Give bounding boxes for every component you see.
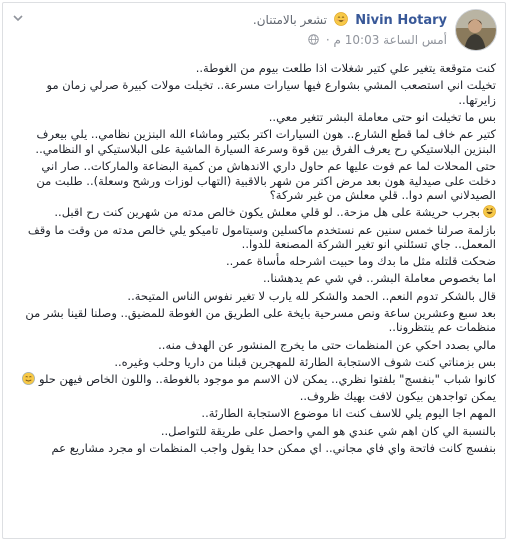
post-header [11,9,497,55]
post-paragraph: كتير عم خاف لما قطع الشارع.. هون السيارات اكتر بكتير وماشاء الله البنزين نظامي.. يلي بيعرف البنزين البلاستيكي رح يعرف الفرق بين قوة وسرعة السيارة الماشية على البلاستيكي او النظامي.. [35,127,496,156]
laughing-face-icon [483,205,496,218]
post-paragraph-laugh [12,205,496,220]
post-paragraph: بس بزمناتي كنت شوف الاستجابة الطارئة للمهجرين قبلنا من داريا وحلب وغيره.. [114,354,496,369]
post-paragraph: المهم اجا اليوم يلي للاسف كنت انا موضوع الاستجابة الطارئة.. [201,406,496,421]
chevron-down-icon[interactable] [11,11,25,25]
feeling-text: تشعر بالامتنان. [252,13,327,27]
author-avatar[interactable] [455,9,497,51]
author-name[interactable]: Nivin Hotary [355,13,447,28]
smiling-face-icon [22,372,35,385]
post-body [12,61,496,538]
post-paragraph: بازلمة صرلنا خمس سنين عم نستخدم ماكسلين وسيتامول تاميكو يلي خالص مدته من وقت ما وقف المعمل.. جاي تسئلني انو تغير الشركة المصنعة للدوا.. [27,222,496,252]
facebook-post [2,2,506,539]
post-paragraph: تخيلت اني استصعب المشي بشوارع فيها سيارات مسرعة.. تخيلت مولات كبيرة صرلي زمان مو زايرتها.. [46,78,496,107]
post-paragraph: بس ما تخيلت انو حتى معاملة البشر تتغير معي.. [268,109,496,124]
post-paragraph: ضحكت قلتله مثل ما بدك وما حبيت اشرحله مأساة عمر.. [225,254,496,269]
post-paragraph: كانوا شباب "بنفسج" بلفتوا نظري.. يمكن لان الاسم مو موجود بالغوطة.. واللون الخاص فيهن حلو [39,372,496,386]
post-paragraph: بعد سبع وعشرين ساعة ونص مسرحية بايخة على الطريق من الغوطة للمضيق.. وصلنا لقينا بشر من منظمات عم ينتظرونا.. [25,305,496,335]
avatar-photo [455,10,496,51]
post-timestamp[interactable]: أمس الساعة 10:03 م · [325,33,447,47]
post-paragraph: بنفسج كانت فاتحة واي فاي مجاني.. اي ممكن حدا يقول واجب المنظمات او مجرد مشاريع عم [51,440,496,455]
post-paragraph: كنت متوقعة يتغير علي كتير شغلات اذا طلعت بيوم من الغوطة.. [195,61,496,75]
post-paragraph: بالنسبة الي كان اهم شي عندي هو المي واحصل على طريقة للتواصل.. [160,423,496,438]
post-paragraph-smile [12,372,496,387]
post-timestamp-line [308,33,447,47]
globe-icon[interactable] [308,34,319,45]
post-paragraph: قال بالشكر تدوم النعم.. الحمد والشكر لله يارب لا تغير نفوس الناس المتيحة.. [127,288,496,303]
post-paragraph: اما بخصوص معاملة البشر.. في شي عم يدهشنا.. [263,271,496,286]
post-title-line [253,12,447,28]
grateful-face-icon [334,12,348,26]
post-paragraph: حتى المحلات لما عم فوت عليها عم حاول داري الاندهاش من كمية البضاعة والماركات.. صار اني دخلت على صيدلية هون بعد مرض اكتر من شهر بالاقبية (التهاب لوزات ورشح وسعلة).. طلبت من الصيدلاني اسم دوا.. قلي معلش من غير شركة؟ [36,158,496,203]
post-paragraph: يمكن تواجدهن بيكون لافت بهيك ظروف.. [299,389,496,404]
post-paragraph: بجرب حريشة على هل مزحة.. لو قلي معلش يكون خالص مدته من شهرين كنت رح اقبل.. [54,205,480,220]
post-paragraph: مالي بصدد احكي عن المنظمات حتى ما يخرج المنشور عن الهدف منه.. [158,337,496,352]
